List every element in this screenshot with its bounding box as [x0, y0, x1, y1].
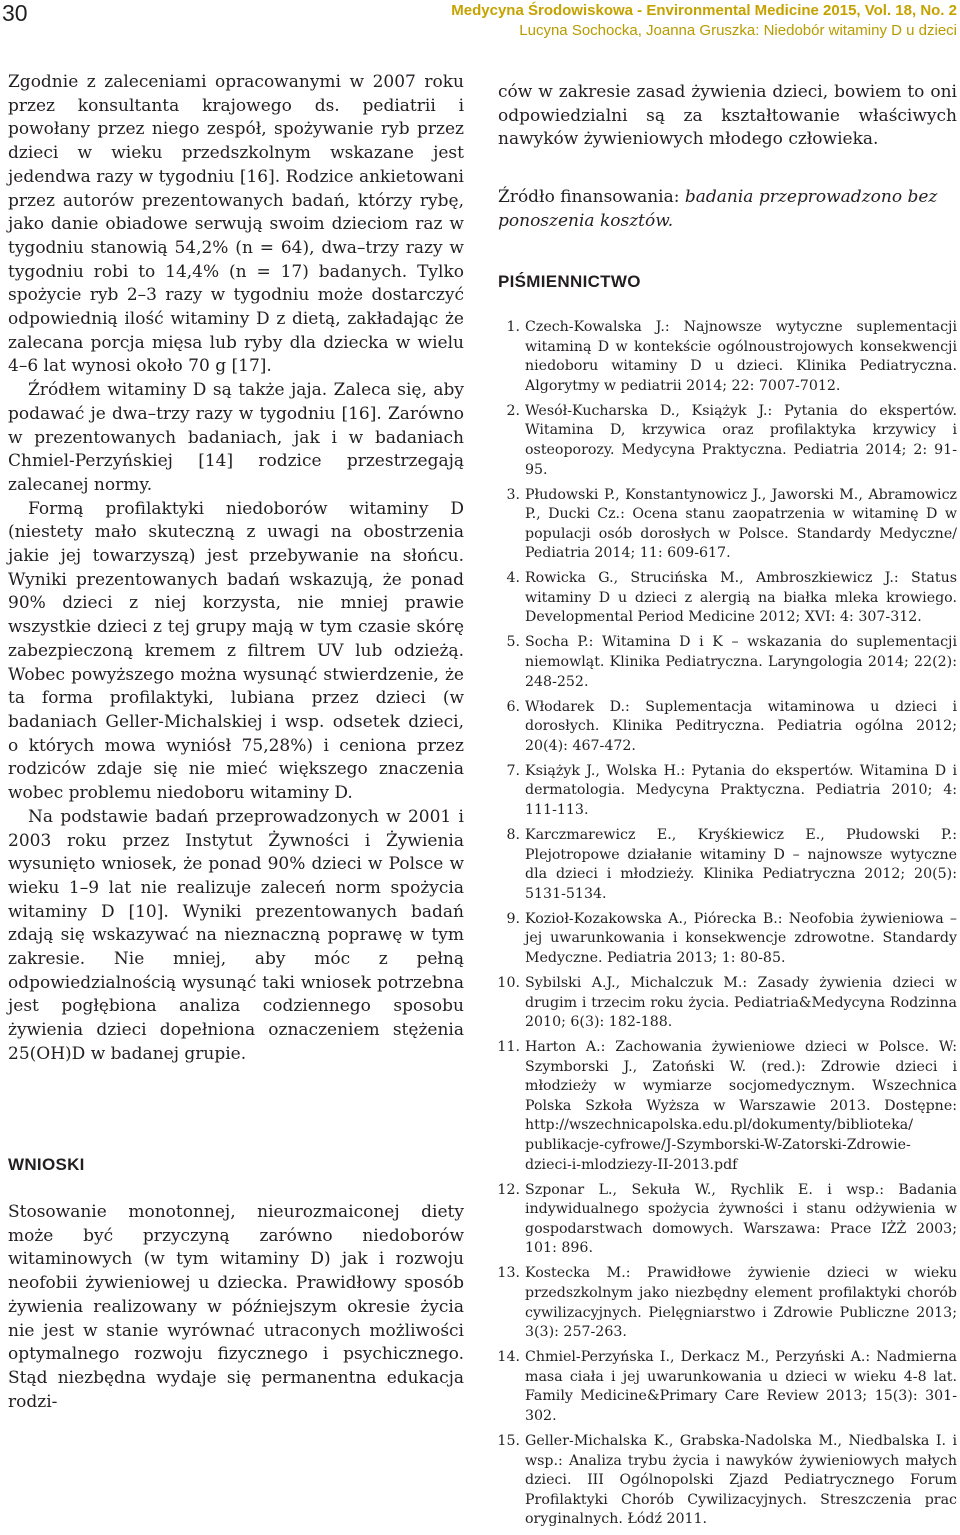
reference-text: Sybilski A.J., Michalczuk M.: Zasady żywienia dzieci w drugim i trzecim roku życia. Pediatria&Medycyna Rodzinna 2010; 6(3): 182-188.: [525, 974, 957, 1031]
reference-text: Karczmarewicz E., Kryśkiewicz E., Płudowski P.: Plejotropowe działanie witaminy D – najnowsze wytyczne dla dzieci i młodzieży. Klinika Pediatryczna 2012; 20(5): 5131-5134.: [525, 826, 957, 902]
conclusions-heading: WNIOSKI: [8, 1155, 85, 1174]
references-heading: PIŚMIENNICTWO: [498, 272, 641, 291]
journal-header: Medycyna Środowiskowa - Environmental Medicine 2015, Vol. 18, No. 2: [451, 2, 957, 19]
reference-text: Szponar L., Sekuła W., Rychlik E. i wsp.: Badania indywidualnego spożycia żywności i stanu odżywienia w gospodarstwach domowych. Warszawa: Prace IŻŻ 2003; 101: 896.: [525, 1181, 957, 1257]
reference-number: 15.: [497, 1432, 520, 1449]
reference-item: [498, 1348, 957, 1426]
reference-item: [498, 1181, 957, 1259]
reference-number: 3.: [506, 486, 520, 503]
page-number: 30: [2, 0, 28, 26]
funding-note: [498, 186, 957, 233]
reference-number: 5.: [506, 634, 520, 651]
body-paragraph: Źródłem witaminy D są także jaja. Zaleca się, aby podawać je dwa–trzy razy w tygodniu [16]. Zarówno w prezentowanych badaniach, jak i w badaniach Chmiel-Perzyńskiej [14] rodzice przestrzegają zalecanej normy.: [8, 380, 464, 495]
conclusions-paragraph: Stosowanie monotonnej, nieurozmaiconej diety może być przyczyną zarówno niedoborów witaminowych (w tym witaminy D) jak i rozwoju neofobii żywieniowej u dziecka. Prawidłowy sposób żywienia realizowany w późniejszym okresie życia nie jest w stanie wyrównać utraconych możliwości optymalnego rozwoju fizycznego i psychicznego. Stąd niezbędna wydaje się permanentna edukacja rodzi-: [8, 1202, 464, 1412]
reference-text: Czech-Kowalska J.: Najnowsze wytyczne suplementacji witaminą D w kontekście ogólnoustrojowych konsekwencji niedoboru witaminy D u dzieci. Klinika Pediatryczna. Algorytmy w pediatrii 2014; 22: 7007-7012.: [525, 319, 957, 394]
reference-number: 12.: [497, 1181, 520, 1198]
funding-label: Źródło finansowania:: [498, 187, 680, 207]
reference-number: 6.: [506, 698, 520, 715]
body-paragraph: Zgodnie z zaleceniami opracowanymi w 2007 roku przez konsultanta krajowego ds. pediatrii i powołany przez niego zespół, spożywanie ryb przez dzieci w wieku przedszkolnym wskazane jest jedendwa razy w tygodniu [16]. Rodzice ankietowani przez autorów prezentowanych badań, którzy rybę, jako danie obiadowe serwują swoim dzieciom raz w tygodniu stanowią 54,2% (n = 64), dwa–trzy razy w tygodniu robi to 14,4% (n = 17) badanych. Tylko spożycie ryb 2–3 razy w tygodniu może dostarczyć odpowiednią ilość witaminy D z dietą, zakładając że zalecana porcja mięsa lub ryby dla dziecka w wielu 4–6 lat wynosi około 70 g [17].: [8, 72, 464, 377]
reference-number: 8.: [506, 826, 520, 843]
reference-item: [498, 1432, 957, 1530]
reference-item: [498, 569, 957, 628]
reference-item: [498, 486, 957, 564]
reference-number: 13.: [497, 1265, 520, 1282]
reference-text: Geller-Michalska K., Grabska-Nadolska M., Niedbalska I. i wsp.: Analiza trybu życia i nawyków żywieniowych małych dzieci. III Ogólnopolski Zjazd Pediatrycznego Forum Profilaktyki Chorób Cywilizacyjnych. Streszczenia prac oryginalnych. Łódź 2011.: [525, 1432, 957, 1528]
authors-title-header: Lucyna Sochocka, Joanna Gruszka: Niedobór witaminy D u dzieci: [519, 22, 957, 39]
reference-text: Płudowski P., Konstantynowicz J., Jaworski M., Abramowicz P., Ducki Cz.: Ocena stanu zaopatrzenia w witaminę D w populacji osób dorosłych w Polsce. Standardy Medyczne/ Pediatria 2014; 11: 609-617.: [525, 486, 957, 562]
reference-item: [498, 762, 957, 821]
reference-text: Socha P.: Witamina D i K – wskazania do suplementacji niemowląt. Klinika Pediatryczna. Laryngologia 2014; 22(2): 248-252.: [525, 634, 957, 690]
reference-text: Chmiel-Perzyńska I., Derkacz M., Perzyński A.: Nadmierna masa ciała i jej uwarunkowania u dzieci w wieku 4-8 lat. Family Medicine&Primary Care Review 2013; 15(3): 301-302.: [525, 1349, 957, 1424]
body-paragraph: Na podstawie badań przeprowadzonych w 2001 i 2003 roku przez Instytut Żywności i Żywienia wysunięto wniosek, że ponad 90% dzieci w Polsce w wieku 1–9 lat nie realizuje zaleceń norm spożycia witaminy D [10]. Wyniki prezentowanych badań zdają się wskazywać na nieznaczną poprawę w tym zakresie. Nie mniej, aby móc z pełną odpowiedzialnością wysunąć taki wniosek potrzebna jest pogłębiona analiza codziennego sposobu żywienia dzieci dopełniona oznaczeniem stężenia 25(OH)D w badanej grupie.: [8, 806, 464, 1064]
reference-number: 1.: [506, 319, 520, 335]
reference-item: [498, 633, 957, 692]
left-column: [8, 71, 464, 1067]
reference-text: Wesół-Kucharska D., Książyk J.: Pytania do ekspertów. Witamina D, krzywica oraz profilaktyka krzywicy i osteoporozy. Medycyna Praktyczna. Pediatria 2014; 2: 91-95.: [525, 402, 957, 478]
reference-item: [498, 910, 957, 969]
reference-item: [498, 402, 957, 480]
reference-text: Harton A.: Zachowania żywieniowe dzieci w Polsce. W: Szymborski J., Zatoński W. (red.): Zdrowie dzieci i młodzieży w wymiarze socjomedycznym. Wszechnica Polska Szkoła Wyższa w Warszawie 2013. Dostępne: http://wszechnicapolska.edu.pl/dokumenty/biblioteka/ publikacje-cyfrowe/J-Szymborski-W-Zatorski-Zdrowie-dzieci-i-mlodziezy-II-2013.pdf: [525, 1039, 957, 1173]
reference-item: [498, 318, 957, 396]
reference-number: 9.: [506, 910, 520, 927]
reference-item: [498, 1264, 957, 1342]
reference-text: Kostecka M.: Prawidłowe żywienie dzieci w wieku przedszkolnym jako niezbędny element profilaktyki chorób cywilizacyjnych. Pielęgniarstwo i Zdrowie Publiczne 2013; 3(3): 257-263.: [525, 1265, 957, 1341]
reference-item: [498, 974, 957, 1033]
reference-item: [498, 826, 957, 904]
reference-number: 2.: [506, 402, 520, 419]
reference-text: Książyk J., Wolska H.: Pytania do ekspertów. Witamina D i dermatologia. Medycyna Praktyczna. Pediatria 2010; 4: 111-113.: [525, 762, 957, 818]
reference-text: Włodarek D.: Suplementacja witaminowa u dzieci i dorosłych. Klinika Peditryczna. Pediatria ogólna 2012; 20(4): 467-472.: [525, 698, 957, 754]
right-column: [498, 81, 957, 152]
reference-text: Kozioł-Kozakowska A., Piórecka B.: Neofobia żywieniowa – jej uwarunkowania i konsekwencje zdrowotne. Standardy Medyczne. Pediatria 2013; 1: 80-85.: [525, 910, 957, 966]
reference-text: Rowicka G., Strucińska M., Ambroszkiewicz J.: Status witaminy D u dzieci z alergią na białka mleka krowiego. Developmental Period Medicine 2012; XVI: 4: 307-312.: [525, 570, 957, 626]
body-paragraph: Formą profilaktyki niedoborów witaminy D (niestety mało skuteczną z uwagi na obostrzenia jakie jej towarzyszą) jest przebywanie na słońcu. Wyniki prezentowanych badań wskazują, że ponad 90% dzieci z niej korzysta, nie mniej prawie wszystkie dzieci z tej grupy mają w tym czasie skórę zabezpieczoną kremem z filtrem UV lub odzieżą. Wobec powyższego można wysunąć stwierdzenie, że ta forma profilaktyki, lubiana przez dzieci (w badaniach Geller-Michalskiej i wsp. odsetek dzieci, o których mowa wyniósł 75,28%) i ceniona przez rodziców zdaje się nie mieć większego znaczenia wobec problemu niedoboru witaminy D.: [8, 498, 464, 804]
conclusions-section: [8, 1201, 464, 1414]
reference-item: [498, 1038, 957, 1175]
references-list: [498, 318, 957, 1535]
reference-number: 14.: [497, 1349, 520, 1366]
reference-number: 7.: [506, 762, 520, 779]
funding-text: badania przeprowadzono bez ponoszenia kosztów.: [498, 187, 938, 231]
reference-number: 4.: [506, 570, 520, 587]
continuation-paragraph: ców w zakresie zasad żywienia dzieci, bowiem to oni odpowiedzialni są za kształtowanie właściwych nawyków żywieniowych młodego człowieka.: [498, 82, 957, 150]
reference-number: 11.: [497, 1039, 520, 1056]
reference-item: [498, 698, 957, 757]
reference-number: 10.: [497, 974, 520, 991]
